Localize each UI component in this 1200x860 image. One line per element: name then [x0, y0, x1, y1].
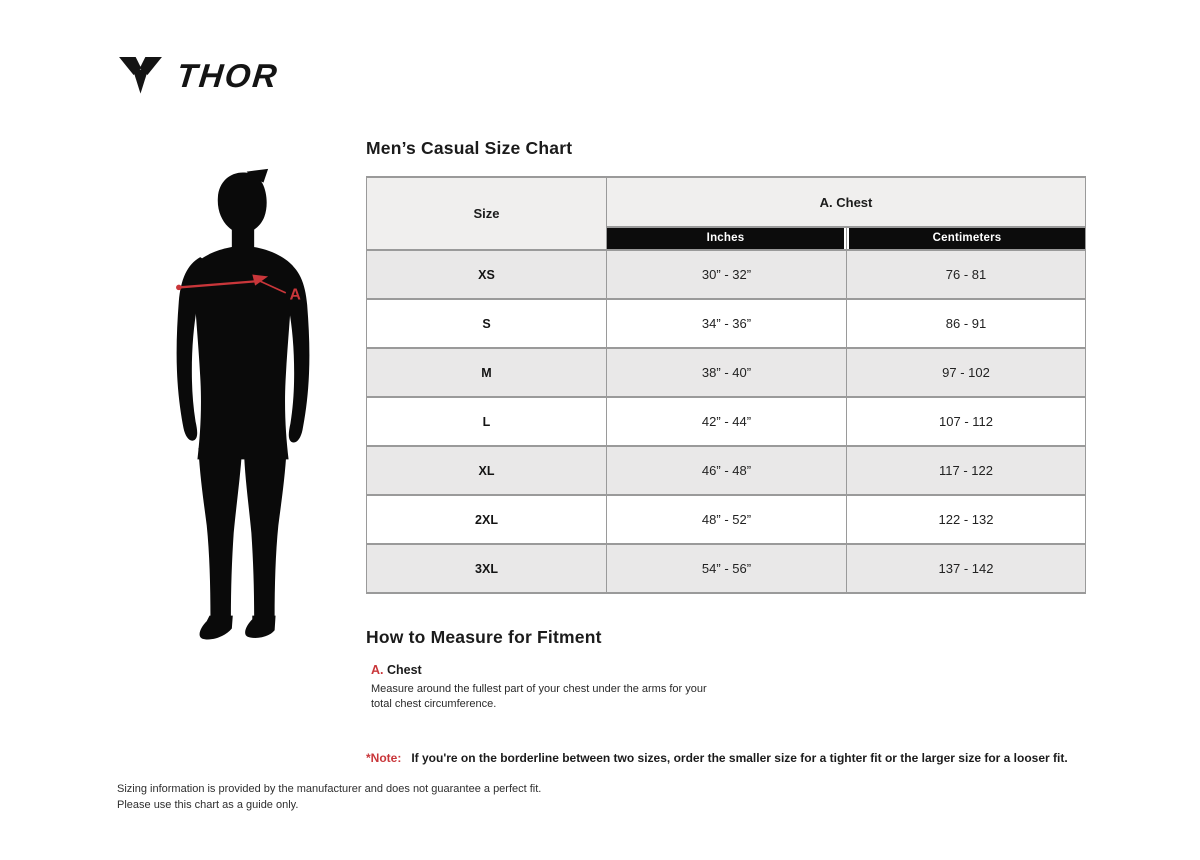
chest-annotation-label: A — [289, 286, 301, 304]
size-value: XL — [367, 446, 607, 495]
centimeters-value: 117 - 122 — [847, 446, 1086, 495]
inches-value: 42” - 44” — [607, 397, 847, 446]
male-silhouette — [150, 167, 336, 645]
measure-letter: A. — [371, 663, 384, 677]
inches-value: 38” - 40” — [607, 348, 847, 397]
centimeters-value: 76 - 81 — [847, 250, 1086, 299]
body-measurement-figure — [150, 167, 336, 645]
disclaimer-line-1: Sizing information is provided by the manufacturer and does not guarantee a perfect fit. — [117, 783, 542, 795]
thor-logo-text: THOR — [175, 56, 281, 94]
size-value: M — [367, 348, 607, 397]
column-header-inches-cell — [607, 227, 847, 250]
centimeters-value: 86 - 91 — [847, 299, 1086, 348]
column-header-centimeters-cell — [847, 227, 1086, 250]
size-chart-content — [366, 138, 1085, 765]
column-header-inches: Inches — [607, 228, 844, 249]
centimeters-value: 137 - 142 — [847, 544, 1086, 593]
note-label: *Note: — [366, 751, 402, 765]
table-row — [367, 299, 1086, 348]
inches-value: 30” - 32” — [607, 250, 847, 299]
size-value: 3XL — [367, 544, 607, 593]
size-chart-table — [366, 176, 1086, 594]
table-row — [367, 348, 1086, 397]
inches-value: 34” - 36” — [607, 299, 847, 348]
table-row — [367, 397, 1086, 446]
measure-description: Measure around the fullest part of your chest under the arms for your total chest circumference. — [371, 683, 707, 710]
table-row — [367, 495, 1086, 544]
inches-value: 46” - 48” — [607, 446, 847, 495]
size-chart-title: Men’s Casual Size Chart — [366, 138, 573, 158]
disclaimer-line-2: Please use this chart as a guide only. — [117, 798, 299, 811]
column-header-centimeters: Centimeters — [849, 228, 1085, 249]
sizing-note — [366, 751, 1085, 765]
thor-logo — [117, 54, 279, 96]
size-value: XS — [367, 250, 607, 299]
centimeters-value: 97 - 102 — [847, 348, 1086, 397]
centimeters-value: 122 - 132 — [847, 495, 1086, 544]
centimeters-value: 107 - 112 — [847, 397, 1086, 446]
measure-item-chest — [371, 663, 1085, 712]
table-row — [367, 544, 1086, 593]
inches-value: 54” - 56” — [607, 544, 847, 593]
inches-value: 48” - 52” — [607, 495, 847, 544]
table-row — [367, 250, 1086, 299]
disclaimer — [117, 782, 541, 813]
size-value: L — [367, 397, 607, 446]
measure-label-text: Chest — [386, 663, 422, 677]
note-text: If you're on the borderline between two sizes, order the smaller size for a tighter fit or the larger size for a looser fit. — [411, 751, 1068, 765]
how-to-measure-heading: How to Measure for Fitment — [366, 627, 602, 647]
column-header-size: Size — [367, 177, 607, 250]
table-row — [367, 446, 1086, 495]
column-header-chest: A. Chest — [607, 177, 1086, 227]
size-value: S — [367, 299, 607, 348]
size-value: 2XL — [367, 495, 607, 544]
thor-horns-icon — [117, 54, 164, 96]
